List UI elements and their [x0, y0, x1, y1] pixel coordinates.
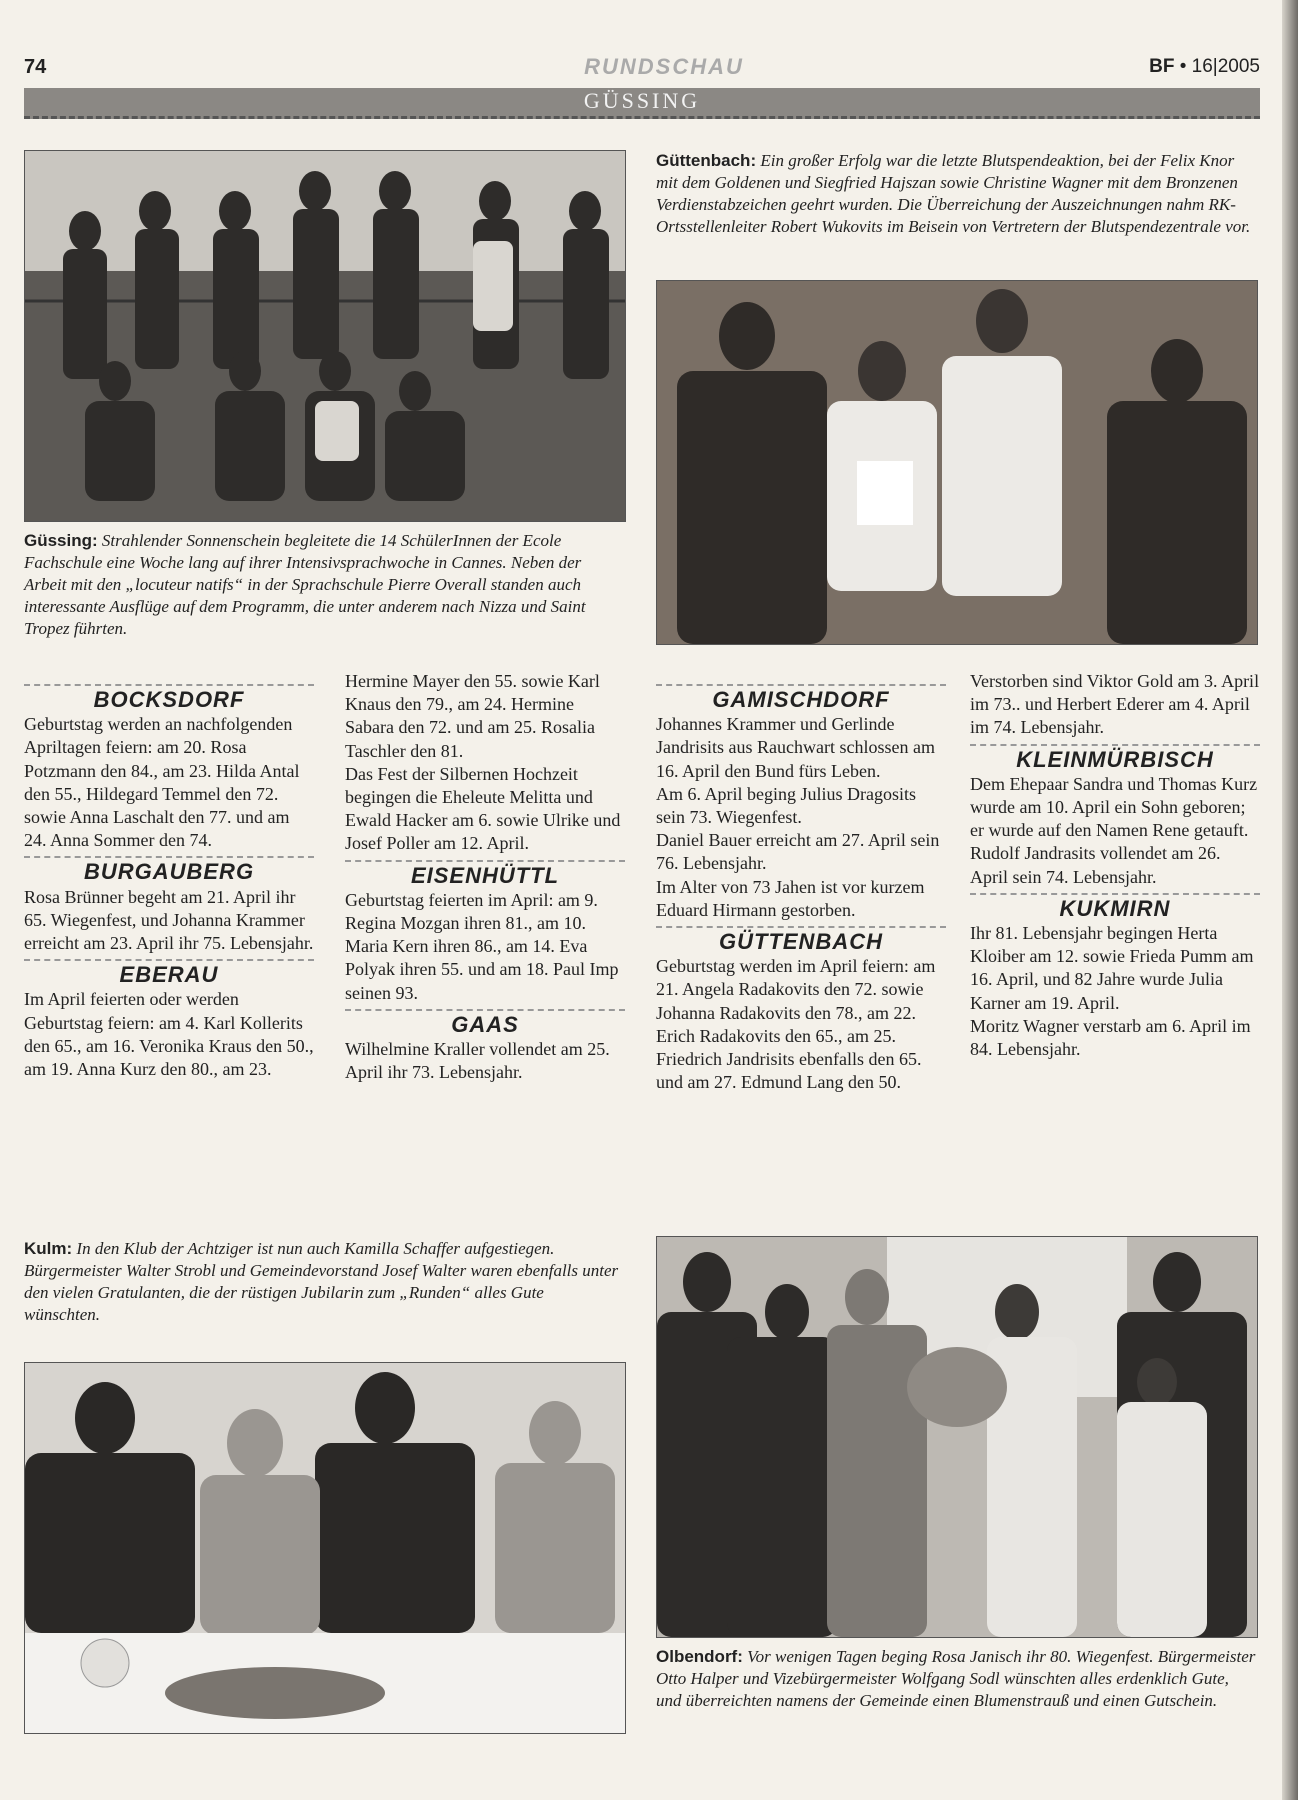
photo-kulm	[24, 1362, 626, 1734]
article-kukmirn-2: Moritz Wagner verstarb am 6. April im 84. Lebensjahr.	[970, 1015, 1251, 1060]
photo-blood-donation	[656, 280, 1258, 645]
caption-kulm-text: In den Klub der Achtziger ist nun auch Kamilla Schaffer aufgestiegen. Bürgermeister Walter Strobl und Gemeindevorstand Josef Walter waren ebenfalls unter den vielen Gratulanten, die der rüstigen Jubilarin zum „Runden“ alles Gute wünschten.	[24, 1239, 619, 1324]
issue-separator: •	[1179, 56, 1187, 77]
caption-guettenbach	[656, 150, 1260, 238]
column-1	[24, 680, 314, 1081]
article-gaas: Wilhelmine Kraller vollendet am 25. April ihr 73. Lebensjahr.	[345, 1039, 610, 1083]
column-2	[345, 670, 625, 1084]
article-guettenbach-continued: Verstorben sind Viktor Gold am 3. April im 73.. und Herbert Ederer am 4. April im 74. Lebensjahr.	[970, 671, 1260, 738]
article-gamischdorf-2: Am 6. April beging Julius Dragosits sein 73. Wiegenfest.	[656, 783, 916, 828]
section-band	[24, 88, 1260, 119]
issue-info	[1149, 56, 1260, 78]
article-gamischdorf-3: Daniel Bauer erreicht am 27. April sein 76. Lebensjahr.	[656, 830, 940, 874]
caption-guettenbach-place: Güttenbach:	[656, 151, 757, 170]
heading-burgauberg: BURGAUBERG	[24, 856, 314, 883]
caption-guessing-text: Strahlender Sonnenschein begleitete die 14 SchülerInnen der Ecole Fachschule eine Woche lang auf ihrer Intensivsprachwoche in Cannes. Neben der Arbeit mit den „locuteur natifs“ in der Sprachschule Pierre Overall standen auch interessante Ausflüge auf dem Programm, die unter anderem nach Nizza und Saint Tropez führten.	[24, 531, 586, 638]
caption-guessing	[24, 530, 624, 640]
masthead: RUNDSCHAU	[584, 54, 744, 79]
article-eberau-continued: Hermine Mayer den 55. sowie Karl Knaus den 79., am 24. Hermine Sabara den 72. und am 25. Rosalia Taschler den 81.	[345, 671, 600, 761]
article-eberau-continued-2: Das Fest der Silbernen Hochzeit begingen die Eheleute Melitta und Ewald Hacker am 6. sowie Ulrike und Josef Poller am 12. April.	[345, 763, 621, 854]
heading-eberau: EBERAU	[24, 959, 314, 986]
article-eberau: Im April feierten oder werden Geburtstag feiern: am 4. Karl Kollerits den 65., am 16. Veronika Kraus den 50., am 19. Anna Kurz den 80., am 23.	[24, 989, 314, 1080]
page-header	[24, 56, 1260, 86]
article-burgauberg: Rosa Brünner begeht am 21. April ihr 65. Wiegenfest, und Johanna Krammer erreicht am 23. April ihr 75. Lebensjahr.	[24, 886, 314, 954]
heading-gaas: GAAS	[345, 1009, 625, 1036]
caption-kulm	[24, 1238, 624, 1326]
caption-olbendorf	[656, 1646, 1256, 1712]
article-eisenhuettl: Geburtstag feierten im April: am 9. Regina Mozgan ihren 81., am 10. Maria Kern ihren 86., am 14. Eva Polyak ihren 55. und am 18. Paul Imp seinen 93.	[345, 889, 619, 1003]
column-4	[970, 670, 1260, 1061]
article-kukmirn: Ihr 81. Lebensjahr begingen Herta Kloiber am 12. sowie Frieda Pumm am 16. April, und 82 Jahre wurde Julia Karner am 19. April.	[970, 923, 1254, 1013]
photo-olbendorf	[656, 1236, 1258, 1638]
article-guettenbach: Geburtstag werden im April feiern: am 21. Angela Radakovits den 72. sowie Johanna Radakovits den 78., am 22. Erich Radakovits den 65., am 25. Friedrich Jandrisits ebenfalls den 65. und am 27. Edmund Lang den 50.	[656, 956, 936, 1093]
caption-guessing-place: Güssing:	[24, 531, 98, 550]
caption-olbendorf-place: Olbendorf:	[656, 1647, 743, 1666]
issue-number: 16|2005	[1191, 56, 1260, 77]
caption-olbendorf-text: Vor wenigen Tagen beging Rosa Janisch ihr 80. Wiegenfest. Bürgermeister Otto Halper und Vizebürgermeister Wolfgang Sodl wünschten alles erdenklich Gute, und überreichten namens der Gemeinde einen Blumenstrauß und einen Gutschein.	[656, 1647, 1256, 1710]
article-gamischdorf-4: Im Alter von 73 Jahen ist vor kurzem Eduard Hirmann gestorben.	[656, 876, 925, 920]
page-fold-shadow	[1282, 0, 1298, 1800]
heading-kukmirn: KUKMIRN	[970, 893, 1260, 920]
section-title: GÜSSING	[583, 88, 701, 113]
heading-gamischdorf: GAMISCHDORF	[656, 684, 946, 711]
photo-kulm-image	[25, 1363, 625, 1733]
article-kleinmuerbisch: Dem Ehepaar Sandra und Thomas Kurz wurde am 10. April ein Sohn geboren; er wurde auf den Namen Rene getauft.	[970, 773, 1258, 841]
heading-guettenbach: GÜTTENBACH	[656, 926, 946, 953]
caption-kulm-place: Kulm:	[24, 1239, 73, 1258]
heading-eisenhuettl: EISENHÜTTL	[345, 860, 625, 887]
photo-olbendorf-image	[657, 1237, 1257, 1637]
article-gamischdorf: Johannes Krammer und Gerlinde Jandrisits aus Rauchwart schlossen am 16. April den Bund fürs Leben.	[656, 714, 935, 781]
heading-kleinmuerbisch: KLEINMÜRBISCH	[970, 744, 1260, 771]
caption-guettenbach-text: Ein großer Erfolg war die letzte Blutspendeaktion, bei der Felix Knor mit dem Goldenen und Siegfried Hajszan sowie Christine Wagner mit dem Bronzenen Verdienstabzeichen geehrt wurden. Die Überreichung der Auszeichnungen nahm RK-Ortsstellenleiter Robert Wukovits im Beisein von Vertretern der Blutspendezentrale vor.	[656, 151, 1251, 236]
article-kleinmuerbisch-2: Rudolf Jandrasits vollendet am 26. April sein 74. Lebensjahr.	[970, 843, 1221, 887]
article-bocksdorf: Geburtstag werden an nachfolgenden Apriltagen feiern: am 20. Rosa Potzmann den 84., am 23. Hilda Antal den 55., Hildegard Temmel den 72. sowie Anna Laschalt den 77. und am 24. Anna Sommer den 74.	[24, 714, 300, 851]
column-3	[656, 680, 946, 1094]
photo-students-image	[25, 151, 625, 521]
photo-students	[24, 150, 626, 522]
page-number: 74	[24, 56, 47, 78]
issue-brand: BF	[1149, 56, 1175, 77]
photo-blood-donation-image	[657, 281, 1257, 644]
heading-bocksdorf: BOCKSDORF	[24, 684, 314, 711]
